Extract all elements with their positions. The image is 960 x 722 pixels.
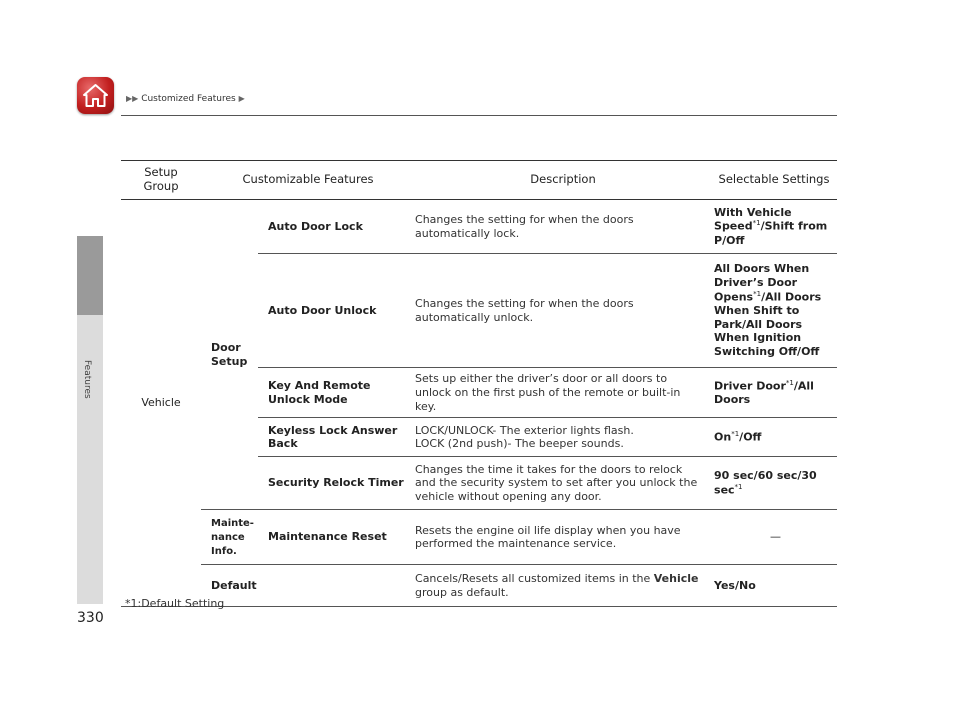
house-glyph [82, 82, 109, 109]
table-row [121, 200, 837, 254]
header-rule [121, 115, 837, 116]
selectable-settings: With Vehicle Speed$^{*1}$/Shift from P/Off [711, 200, 837, 254]
selectable-settings: On$^{*1}$/Off [711, 418, 837, 457]
header-description: Description [415, 161, 711, 200]
feature-description: Resets the engine oil life display when you have performed the maintenance service. [415, 510, 711, 565]
feature-name: Security Relock Timer [258, 457, 415, 510]
header-selectable-settings: Selectable Settings [711, 161, 837, 200]
selectable-settings: All Doors When Driver’s Door Opens$^{*1}$/All Doors When Shift to Park/All Doors When Ignition Switching Off/Off [711, 254, 837, 368]
feature-name: Auto Door Unlock [258, 254, 415, 368]
feature-name: Auto Door Lock [258, 200, 415, 254]
breadcrumb-arrow-icon: ▶ [238, 94, 245, 103]
table-header-row [121, 161, 837, 200]
selectable-settings: — [711, 510, 837, 565]
table-row [121, 565, 837, 607]
table-row [121, 510, 837, 565]
feature-description: Changes the setting for when the doors automatically unlock. [415, 254, 711, 368]
subgroup-maintenance-info: Mainte- nance Info. [201, 510, 258, 565]
selectable-settings: 90 sec/60 sec/30 $\sec^{*1}$ [711, 457, 837, 510]
home-icon[interactable] [77, 77, 114, 114]
footnote: *1:Default Setting [125, 597, 225, 610]
sidebar-section-label: Features [82, 360, 92, 399]
feature-description: Cancels/Resets all customized items in the Vehicle group as default. [415, 565, 711, 607]
selectable-settings: Yes/No [711, 565, 837, 607]
sidebar-tab-marker [77, 236, 103, 315]
header-setup-group: Setup Group [121, 161, 201, 200]
feature-description: Changes the setting for when the doors automatically lock. [415, 200, 711, 254]
subgroup-door-setup: Door Setup [201, 200, 258, 510]
breadcrumb[interactable] [126, 94, 245, 104]
breadcrumb-label: Customized Features [141, 94, 236, 104]
feature-name: Keyless Lock Answer Back [258, 418, 415, 457]
breadcrumb-arrow-icon: ▶▶ [126, 94, 139, 103]
feature-description: Changes the time it takes for the doors to relock and the security system to set after you unlock the vehicle without opening any door. [415, 457, 711, 510]
selectable-settings: Driver Door$^{*1}$/All Doors [711, 368, 837, 418]
feature-description: LOCK/UNLOCK- The exterior lights flash. LOCK (2nd push)- The beeper sounds. [415, 418, 711, 457]
feature-name: Maintenance Reset [258, 510, 415, 565]
subgroup-default: Default [201, 565, 415, 607]
customizable-features-table [121, 160, 837, 607]
page-number: 330 [77, 610, 104, 626]
sidebar-strip [77, 315, 103, 604]
feature-description: Sets up either the driver’s door or all doors to unlock on the first push of the remote or built-in key. [415, 368, 711, 418]
feature-name: Key And Remote Unlock Mode [258, 368, 415, 418]
header-customizable-features: Customizable Features [201, 161, 415, 200]
group-vehicle: Vehicle [121, 200, 201, 607]
